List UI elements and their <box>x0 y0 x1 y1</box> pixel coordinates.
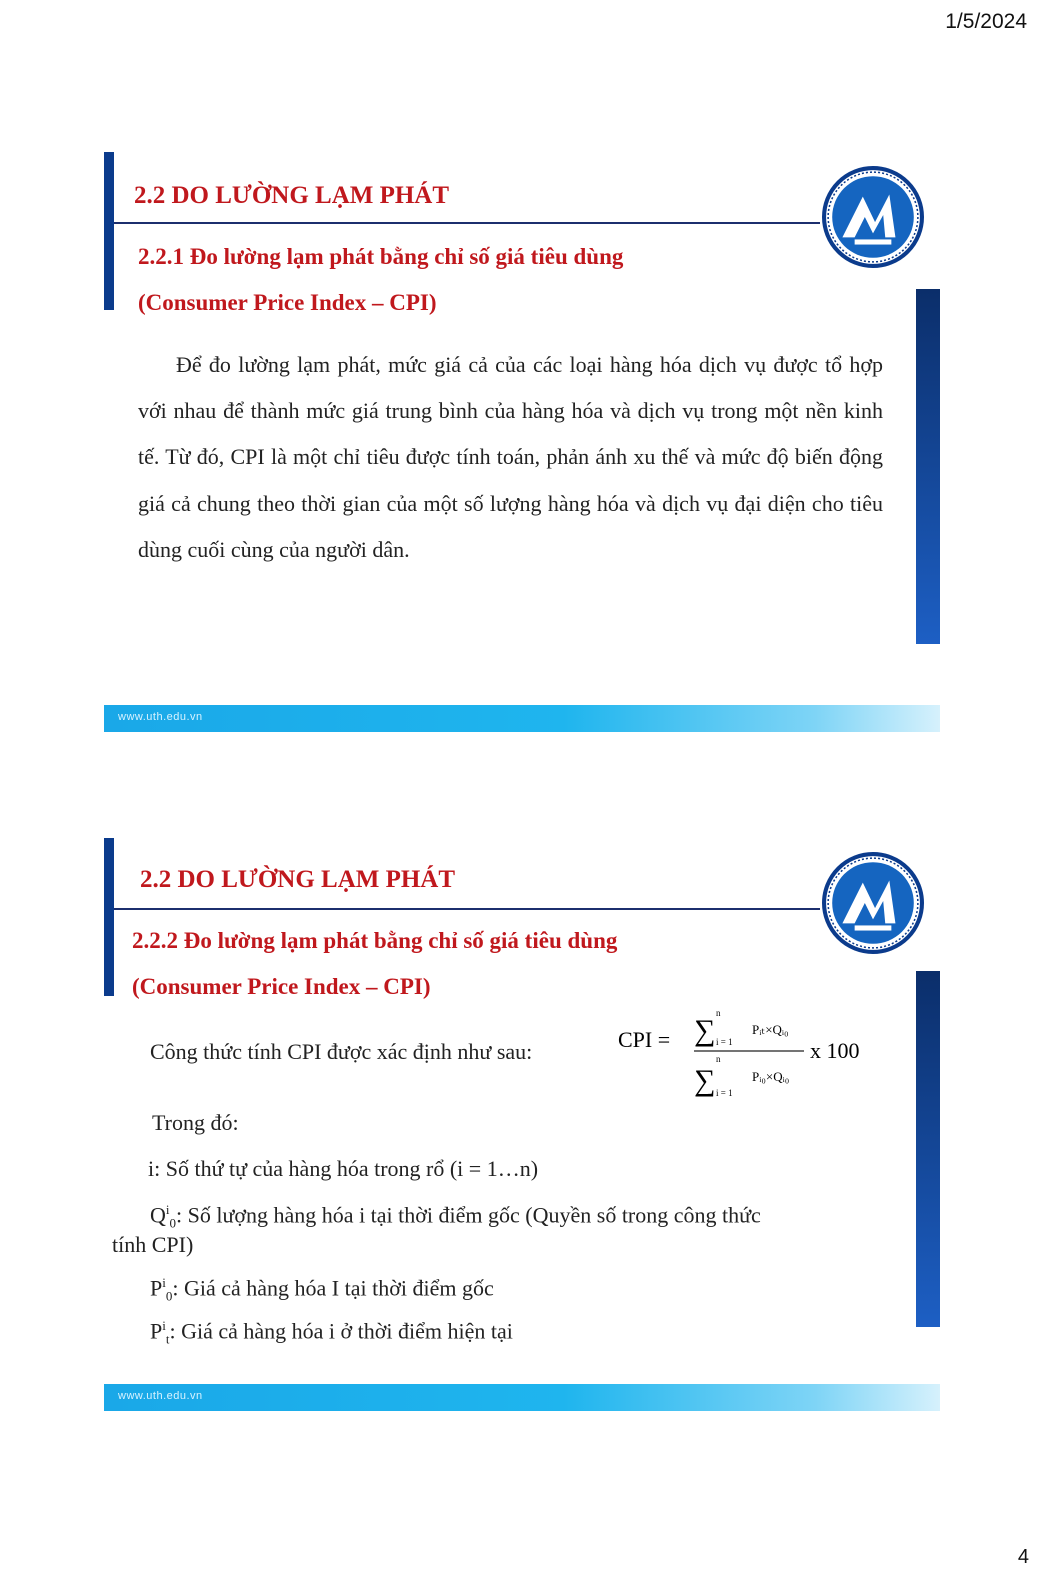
page-number: 4 <box>1017 1546 1029 1568</box>
cpi-formula <box>618 1006 888 1102</box>
slide-1 <box>104 152 940 737</box>
q-sup: i <box>165 1202 170 1217</box>
university-logo-icon <box>822 166 924 268</box>
definition-pt <box>150 1318 513 1348</box>
slide-heading: 2.2 DO LƯỜNG LẠM PHÁT <box>140 866 456 893</box>
q-sub: 0 <box>169 1215 177 1231</box>
definition-p0 <box>150 1275 494 1305</box>
p0-sup: i <box>162 1275 166 1290</box>
slide-2 <box>104 838 940 1423</box>
definition-q <box>150 1202 761 1232</box>
q-symbol: Q <box>150 1202 166 1228</box>
body-paragraph <box>138 342 883 573</box>
slide-subheading: 2.2.1 Đo lường lạm phát bằng chỉ số giá tiêu dùng <box>138 244 624 269</box>
pt-text: : Giá cả hàng hóa i ở thời điểm hiện tại <box>169 1318 513 1344</box>
numerator-sum-symbol: ∑ <box>694 1014 716 1047</box>
formula-intro: Công thức tính CPI được xác định như sau: <box>150 1039 533 1064</box>
body-paragraph-text: Để đo lường lạm phát, mức giá cả của các loại hàng hóa dịch vụ được tổ hợp với nhau để thành mức giá trung bình của hàng hóa và dịch vụ trong một nền kinh tế. Từ đó, CPI là một chỉ tiêu được tính toán, phản ánh xu thế và mức độ biến động giá cả chung theo thời gian của một số lượng hàng hóa và dịch vụ đại diện cho tiêu dùng cuối cùng của người dân. <box>138 352 883 562</box>
q-text: : Số lượng hàng hóa i tại thời điểm gốc (Quyền số trong công thức <box>176 1202 761 1228</box>
slide-subheading-cont: (Consumer Price Index – CPI) <box>138 290 437 315</box>
numerator-term: Pᵢₜ×Qᵢ₀ <box>752 1022 789 1037</box>
where-label: Trong đó: <box>152 1110 239 1135</box>
numerator-upper-limit: n <box>716 1008 721 1018</box>
university-logo-icon <box>822 852 924 954</box>
page-date: 1/5/2024 <box>945 10 1027 33</box>
pt-symbol: P <box>150 1318 163 1344</box>
denominator-upper-limit: n <box>716 1054 721 1064</box>
pt-sub: t <box>165 1331 170 1347</box>
left-accent-bar <box>104 152 114 310</box>
slide-heading: 2.2 DO LƯỜNG LẠM PHÁT <box>134 182 450 209</box>
pt-sup: i <box>162 1318 166 1333</box>
formula-multiplier: x 100 <box>810 1038 860 1063</box>
right-accent-bar <box>916 971 940 1327</box>
p0-text: : Giá cả hàng hóa I tại thời điểm gốc <box>172 1275 494 1301</box>
slide-subheading: 2.2.2 Đo lường lạm phát bằng chỉ số giá tiêu dùng <box>132 928 618 953</box>
slide-subheading-cont: (Consumer Price Index – CPI) <box>132 974 431 999</box>
footer-url[interactable]: www.uth.edu.vn <box>118 1390 203 1402</box>
definition-q-cont: tính CPI) <box>112 1232 194 1257</box>
numerator-lower-limit: i = 1 <box>716 1037 733 1047</box>
formula-lhs: CPI = <box>618 1027 671 1052</box>
left-accent-bar <box>104 838 114 996</box>
title-underline <box>114 222 820 224</box>
footer-band <box>104 705 940 732</box>
p0-symbol: P <box>150 1275 163 1301</box>
denominator-lower-limit: i = 1 <box>716 1088 733 1098</box>
p0-sub: 0 <box>165 1288 173 1304</box>
title-underline <box>114 908 820 910</box>
footer-url[interactable]: www.uth.edu.vn <box>118 711 203 723</box>
definition-i: i: Số thứ tự của hàng hóa trong rổ (i = 1…n) <box>148 1156 539 1181</box>
footer-band <box>104 1384 940 1411</box>
denominator-sum-symbol: ∑ <box>694 1064 716 1097</box>
denominator-term: Pᵢ₀×Qᵢ₀ <box>752 1069 790 1084</box>
right-accent-bar <box>916 289 940 644</box>
